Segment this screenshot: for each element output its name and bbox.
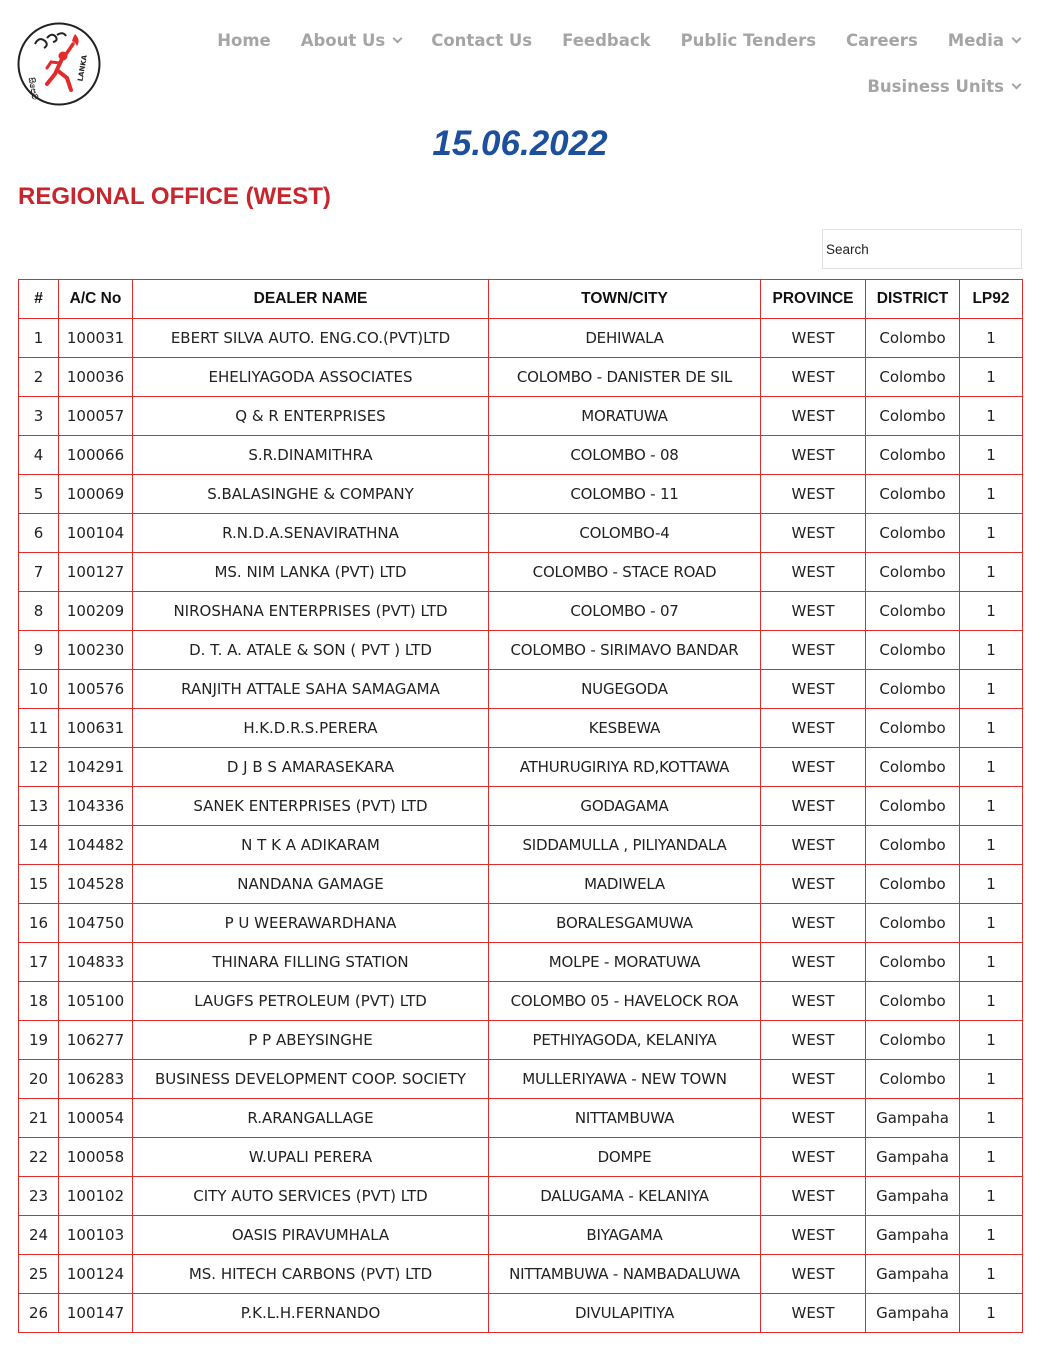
account-number-cell: 100631 xyxy=(59,709,133,748)
district-cell: Colombo xyxy=(866,514,960,553)
dealer-name-cell: CITY AUTO SERVICES (PVT) LTD xyxy=(133,1177,489,1216)
district-cell: Gampaha xyxy=(866,1138,960,1177)
nav-item-label: Home xyxy=(217,30,271,50)
town-city-cell: NITTAMBUWA - NAMBADALUWA xyxy=(489,1255,761,1294)
province-cell: WEST xyxy=(761,358,866,397)
dealer-name-cell: NANDANA GAMAGE xyxy=(133,865,489,904)
table-row xyxy=(19,1177,1023,1216)
district-cell: Colombo xyxy=(866,826,960,865)
table-header-row xyxy=(19,280,1023,319)
lp92-cell: 1 xyxy=(960,514,1023,553)
nav-item-label: Feedback xyxy=(562,30,651,50)
province-cell: WEST xyxy=(761,1255,866,1294)
nav-item-feedback[interactable] xyxy=(562,31,651,50)
row-number-cell: 4 xyxy=(19,436,59,475)
account-number-cell: 100054 xyxy=(59,1099,133,1138)
lp92-cell: 1 xyxy=(960,1294,1023,1333)
dealer-name-cell: MS. NIM LANKA (PVT) LTD xyxy=(133,553,489,592)
row-number-cell: 14 xyxy=(19,826,59,865)
account-number-cell: 100104 xyxy=(59,514,133,553)
town-city-cell: COLOMBO - SIRIMAVO BANDAR xyxy=(489,631,761,670)
town-city-cell: MULLERIYAWA - NEW TOWN xyxy=(489,1060,761,1099)
town-city-cell: COLOMBO - STACE ROAD xyxy=(489,553,761,592)
province-cell: WEST xyxy=(761,787,866,826)
town-city-cell: BIYAGAMA xyxy=(489,1216,761,1255)
dealer-name-cell: MS. HITECH CARBONS (PVT) LTD xyxy=(133,1255,489,1294)
page-date-title: 15.06.2022 xyxy=(432,124,608,163)
district-cell: Colombo xyxy=(866,865,960,904)
dealer-name-cell: EBERT SILVA AUTO. ENG.CO.(PVT)LTD xyxy=(133,319,489,358)
row-number-cell: 13 xyxy=(19,787,59,826)
account-number-cell: 100576 xyxy=(59,670,133,709)
dealer-name-cell: H.K.D.R.S.PERERA xyxy=(133,709,489,748)
search-input[interactable] xyxy=(822,229,1022,269)
dealer-name-cell: D J B S AMARASEKARA xyxy=(133,748,489,787)
lp92-cell: 1 xyxy=(960,1255,1023,1294)
province-cell: WEST xyxy=(761,865,866,904)
site-header xyxy=(0,0,1052,120)
dealer-table-head xyxy=(19,280,1023,319)
nav-item-about-us[interactable] xyxy=(301,31,402,50)
account-number-cell: 104528 xyxy=(59,865,133,904)
column-header-town-city[interactable]: TOWN/CITY xyxy=(489,280,761,319)
district-cell: Colombo xyxy=(866,553,960,592)
province-cell: WEST xyxy=(761,1021,866,1060)
district-cell: Colombo xyxy=(866,397,960,436)
sri-lanka-torch-logo[interactable] xyxy=(17,22,101,106)
nav-item-label: Careers xyxy=(846,30,918,50)
province-cell: WEST xyxy=(761,826,866,865)
town-city-cell: COLOMBO - DANISTER DE SIL xyxy=(489,358,761,397)
province-cell: WEST xyxy=(761,1294,866,1333)
lp92-cell: 1 xyxy=(960,592,1023,631)
nav-item-business-units[interactable] xyxy=(867,77,1020,96)
dealer-name-cell: S.BALASINGHE & COMPANY xyxy=(133,475,489,514)
account-number-cell: 100058 xyxy=(59,1138,133,1177)
main-navigation xyxy=(217,26,1020,116)
dealer-name-cell: NIROSHANA ENTERPRISES (PVT) LTD xyxy=(133,592,489,631)
town-city-cell: MADIWELA xyxy=(489,865,761,904)
lp92-cell: 1 xyxy=(960,787,1023,826)
dealer-name-cell: THINARA FILLING STATION xyxy=(133,943,489,982)
nav-item-careers[interactable] xyxy=(846,31,918,50)
table-row xyxy=(19,358,1023,397)
dealer-name-cell: RANJITH ATTALE SAHA SAMAGAMA xyxy=(133,670,489,709)
lp92-cell: 1 xyxy=(960,553,1023,592)
town-city-cell: DIVULAPITIYA xyxy=(489,1294,761,1333)
dealer-table-body xyxy=(19,319,1023,1333)
row-number-cell: 15 xyxy=(19,865,59,904)
town-city-cell: GODAGAMA xyxy=(489,787,761,826)
dealer-name-cell: P.K.L.H.FERNANDO xyxy=(133,1294,489,1333)
district-cell: Gampaha xyxy=(866,1099,960,1138)
column-header-number[interactable]: # xyxy=(19,280,59,319)
account-number-cell: 100031 xyxy=(59,319,133,358)
town-city-cell: KESBEWA xyxy=(489,709,761,748)
town-city-cell: DALUGAMA - KELANIYA xyxy=(489,1177,761,1216)
lp92-cell: 1 xyxy=(960,1021,1023,1060)
dealer-name-cell: BUSINESS DEVELOPMENT COOP. SOCIETY xyxy=(133,1060,489,1099)
province-cell: WEST xyxy=(761,904,866,943)
table-row xyxy=(19,553,1023,592)
row-number-cell: 17 xyxy=(19,943,59,982)
district-cell: Gampaha xyxy=(866,1294,960,1333)
row-number-cell: 12 xyxy=(19,748,59,787)
province-cell: WEST xyxy=(761,943,866,982)
lp92-cell: 1 xyxy=(960,748,1023,787)
account-number-cell: 100127 xyxy=(59,553,133,592)
row-number-cell: 21 xyxy=(19,1099,59,1138)
row-number-cell: 26 xyxy=(19,1294,59,1333)
province-cell: WEST xyxy=(761,475,866,514)
account-number-cell: 100124 xyxy=(59,1255,133,1294)
dealer-name-cell: LAUGFS PETROLEUM (PVT) LTD xyxy=(133,982,489,1021)
lp92-cell: 1 xyxy=(960,358,1023,397)
account-number-cell: 100057 xyxy=(59,397,133,436)
row-number-cell: 9 xyxy=(19,631,59,670)
district-cell: Gampaha xyxy=(866,1216,960,1255)
town-city-cell: COLOMBO - 07 xyxy=(489,592,761,631)
row-number-cell: 23 xyxy=(19,1177,59,1216)
lp92-cell: 1 xyxy=(960,1216,1023,1255)
province-cell: WEST xyxy=(761,1138,866,1177)
lp92-cell: 1 xyxy=(960,982,1023,1021)
district-cell: Colombo xyxy=(866,982,960,1021)
nav-item-contact-us[interactable] xyxy=(431,31,532,50)
province-cell: WEST xyxy=(761,670,866,709)
town-city-cell: DEHIWALA xyxy=(489,319,761,358)
account-number-cell: 106283 xyxy=(59,1060,133,1099)
table-row xyxy=(19,1099,1023,1138)
district-cell: Colombo xyxy=(866,943,960,982)
row-number-cell: 8 xyxy=(19,592,59,631)
district-cell: Colombo xyxy=(866,904,960,943)
province-cell: WEST xyxy=(761,397,866,436)
row-number-cell: 2 xyxy=(19,358,59,397)
district-cell: Colombo xyxy=(866,670,960,709)
province-cell: WEST xyxy=(761,709,866,748)
district-cell: Colombo xyxy=(866,475,960,514)
nav-item-media[interactable] xyxy=(948,31,1020,50)
town-city-cell: COLOMBO-4 xyxy=(489,514,761,553)
lp92-cell: 1 xyxy=(960,1060,1023,1099)
account-number-cell: 100066 xyxy=(59,436,133,475)
table-row xyxy=(19,982,1023,1021)
account-number-cell: 100069 xyxy=(59,475,133,514)
district-cell: Gampaha xyxy=(866,1255,960,1294)
column-header-province[interactable]: PROVINCE xyxy=(761,280,866,319)
table-row xyxy=(19,787,1023,826)
town-city-cell: SIDDAMULLA , PILIYANDALA xyxy=(489,826,761,865)
lp92-cell: 1 xyxy=(960,826,1023,865)
row-number-cell: 25 xyxy=(19,1255,59,1294)
row-number-cell: 7 xyxy=(19,553,59,592)
lp92-cell: 1 xyxy=(960,397,1023,436)
account-number-cell: 104482 xyxy=(59,826,133,865)
lp92-cell: 1 xyxy=(960,1177,1023,1216)
svg-text:සිපෙට්: සිපෙට් xyxy=(26,76,40,101)
district-cell: Colombo xyxy=(866,358,960,397)
row-number-cell: 1 xyxy=(19,319,59,358)
town-city-cell: ATHURUGIRIYA RD,KOTTAWA xyxy=(489,748,761,787)
row-number-cell: 5 xyxy=(19,475,59,514)
dealer-name-cell: W.UPALI PERERA xyxy=(133,1138,489,1177)
nav-item-label: Business Units xyxy=(867,76,1004,96)
table-row xyxy=(19,709,1023,748)
town-city-cell: NITTAMBUWA xyxy=(489,1099,761,1138)
column-header-dealer-name[interactable]: DEALER NAME xyxy=(133,280,489,319)
town-city-cell: BORALESGAMUWA xyxy=(489,904,761,943)
province-cell: WEST xyxy=(761,592,866,631)
lp92-cell: 1 xyxy=(960,475,1023,514)
dealer-name-cell: S.R.DINAMITHRA xyxy=(133,436,489,475)
lp92-cell: 1 xyxy=(960,670,1023,709)
table-row xyxy=(19,397,1023,436)
province-cell: WEST xyxy=(761,1099,866,1138)
row-number-cell: 19 xyxy=(19,1021,59,1060)
dealer-table xyxy=(18,279,1023,1333)
lp92-cell: 1 xyxy=(960,319,1023,358)
province-cell: WEST xyxy=(761,514,866,553)
dealer-name-cell: D. T. A. ATALE & SON ( PVT ) LTD xyxy=(133,631,489,670)
district-cell: Colombo xyxy=(866,1060,960,1099)
account-number-cell: 104833 xyxy=(59,943,133,982)
account-number-cell: 104291 xyxy=(59,748,133,787)
table-row xyxy=(19,1216,1023,1255)
row-number-cell: 22 xyxy=(19,1138,59,1177)
lp92-cell: 1 xyxy=(960,865,1023,904)
town-city-cell: DOMPE xyxy=(489,1138,761,1177)
province-cell: WEST xyxy=(761,1216,866,1255)
town-city-cell: PETHIYAGODA, KELANIYA xyxy=(489,1021,761,1060)
lp92-cell: 1 xyxy=(960,943,1023,982)
row-number-cell: 6 xyxy=(19,514,59,553)
nav-item-home[interactable] xyxy=(217,31,271,50)
table-row xyxy=(19,514,1023,553)
town-city-cell: NUGEGODA xyxy=(489,670,761,709)
table-row xyxy=(19,1294,1023,1333)
column-header-a-c-no[interactable]: A/C No xyxy=(59,280,133,319)
row-number-cell: 24 xyxy=(19,1216,59,1255)
table-row xyxy=(19,904,1023,943)
district-cell: Colombo xyxy=(866,709,960,748)
dealer-name-cell: Q & R ENTERPRISES xyxy=(133,397,489,436)
nav-item-label: Public Tenders xyxy=(680,30,817,50)
row-number-cell: 10 xyxy=(19,670,59,709)
table-row xyxy=(19,1255,1023,1294)
dealer-name-cell: R.N.D.A.SENAVIRATHNA xyxy=(133,514,489,553)
town-city-cell: COLOMBO - 08 xyxy=(489,436,761,475)
table-row xyxy=(19,1060,1023,1099)
column-header-lp92[interactable]: LP92 xyxy=(960,280,1023,319)
nav-item-label: About Us xyxy=(300,30,386,50)
lp92-cell: 1 xyxy=(960,1099,1023,1138)
lp92-cell: 1 xyxy=(960,904,1023,943)
table-row xyxy=(19,670,1023,709)
dealer-name-cell: P U WEERAWARDHANA xyxy=(133,904,489,943)
province-cell: WEST xyxy=(761,436,866,475)
chevron-down-icon xyxy=(393,33,403,43)
table-row xyxy=(19,631,1023,670)
account-number-cell: 105100 xyxy=(59,982,133,1021)
province-cell: WEST xyxy=(761,553,866,592)
account-number-cell: 100230 xyxy=(59,631,133,670)
town-city-cell: MOLPE - MORATUWA xyxy=(489,943,761,982)
table-row xyxy=(19,436,1023,475)
column-header-district[interactable]: DISTRICT xyxy=(866,280,960,319)
nav-row-primary xyxy=(217,26,1020,54)
table-row xyxy=(19,1021,1023,1060)
town-city-cell: COLOMBO 05 - HAVELOCK ROA xyxy=(489,982,761,1021)
district-cell: Colombo xyxy=(866,631,960,670)
account-number-cell: 104750 xyxy=(59,904,133,943)
table-row xyxy=(19,592,1023,631)
account-number-cell: 106277 xyxy=(59,1021,133,1060)
chevron-down-icon xyxy=(1012,79,1022,89)
dealer-name-cell: P P ABEYSINGHE xyxy=(133,1021,489,1060)
chevron-down-icon xyxy=(1012,33,1022,43)
district-cell: Gampaha xyxy=(866,1177,960,1216)
table-row xyxy=(19,748,1023,787)
account-number-cell: 104336 xyxy=(59,787,133,826)
table-row xyxy=(19,319,1023,358)
row-number-cell: 20 xyxy=(19,1060,59,1099)
nav-item-label: Media xyxy=(947,30,1004,50)
province-cell: WEST xyxy=(761,748,866,787)
account-number-cell: 100209 xyxy=(59,592,133,631)
account-number-cell: 100102 xyxy=(59,1177,133,1216)
town-city-cell: COLOMBO - 11 xyxy=(489,475,761,514)
lp92-cell: 1 xyxy=(960,1138,1023,1177)
table-row xyxy=(19,943,1023,982)
svg-text:LANKA: LANKA xyxy=(76,54,89,82)
nav-item-public-tenders[interactable] xyxy=(681,31,816,50)
account-number-cell: 100103 xyxy=(59,1216,133,1255)
lp92-cell: 1 xyxy=(960,709,1023,748)
town-city-cell: MORATUWA xyxy=(489,397,761,436)
province-cell: WEST xyxy=(761,1177,866,1216)
district-cell: Colombo xyxy=(866,319,960,358)
dealer-name-cell: R.ARANGALLAGE xyxy=(133,1099,489,1138)
lp92-cell: 1 xyxy=(960,631,1023,670)
account-number-cell: 100147 xyxy=(59,1294,133,1333)
district-cell: Colombo xyxy=(866,436,960,475)
table-row xyxy=(19,826,1023,865)
row-number-cell: 11 xyxy=(19,709,59,748)
dealer-name-cell: EHELIYAGODA ASSOCIATES xyxy=(133,358,489,397)
table-row xyxy=(19,865,1023,904)
row-number-cell: 16 xyxy=(19,904,59,943)
district-cell: Colombo xyxy=(866,787,960,826)
province-cell: WEST xyxy=(761,1060,866,1099)
district-cell: Colombo xyxy=(866,1021,960,1060)
dealer-name-cell: N T K A ADIKARAM xyxy=(133,826,489,865)
nav-item-label: Contact Us xyxy=(431,30,533,50)
row-number-cell: 18 xyxy=(19,982,59,1021)
table-row xyxy=(19,475,1023,514)
row-number-cell: 3 xyxy=(19,397,59,436)
table-row xyxy=(19,1138,1023,1177)
province-cell: WEST xyxy=(761,631,866,670)
dealer-name-cell: SANEK ENTERPRISES (PVT) LTD xyxy=(133,787,489,826)
province-cell: WEST xyxy=(761,319,866,358)
district-cell: Colombo xyxy=(866,592,960,631)
region-title: REGIONAL OFFICE (WEST) xyxy=(18,183,331,210)
dealer-name-cell: OASIS PIRAVUMHALA xyxy=(133,1216,489,1255)
nav-row-secondary xyxy=(230,72,1020,100)
lp92-cell: 1 xyxy=(960,436,1023,475)
account-number-cell: 100036 xyxy=(59,358,133,397)
district-cell: Colombo xyxy=(866,748,960,787)
province-cell: WEST xyxy=(761,982,866,1021)
